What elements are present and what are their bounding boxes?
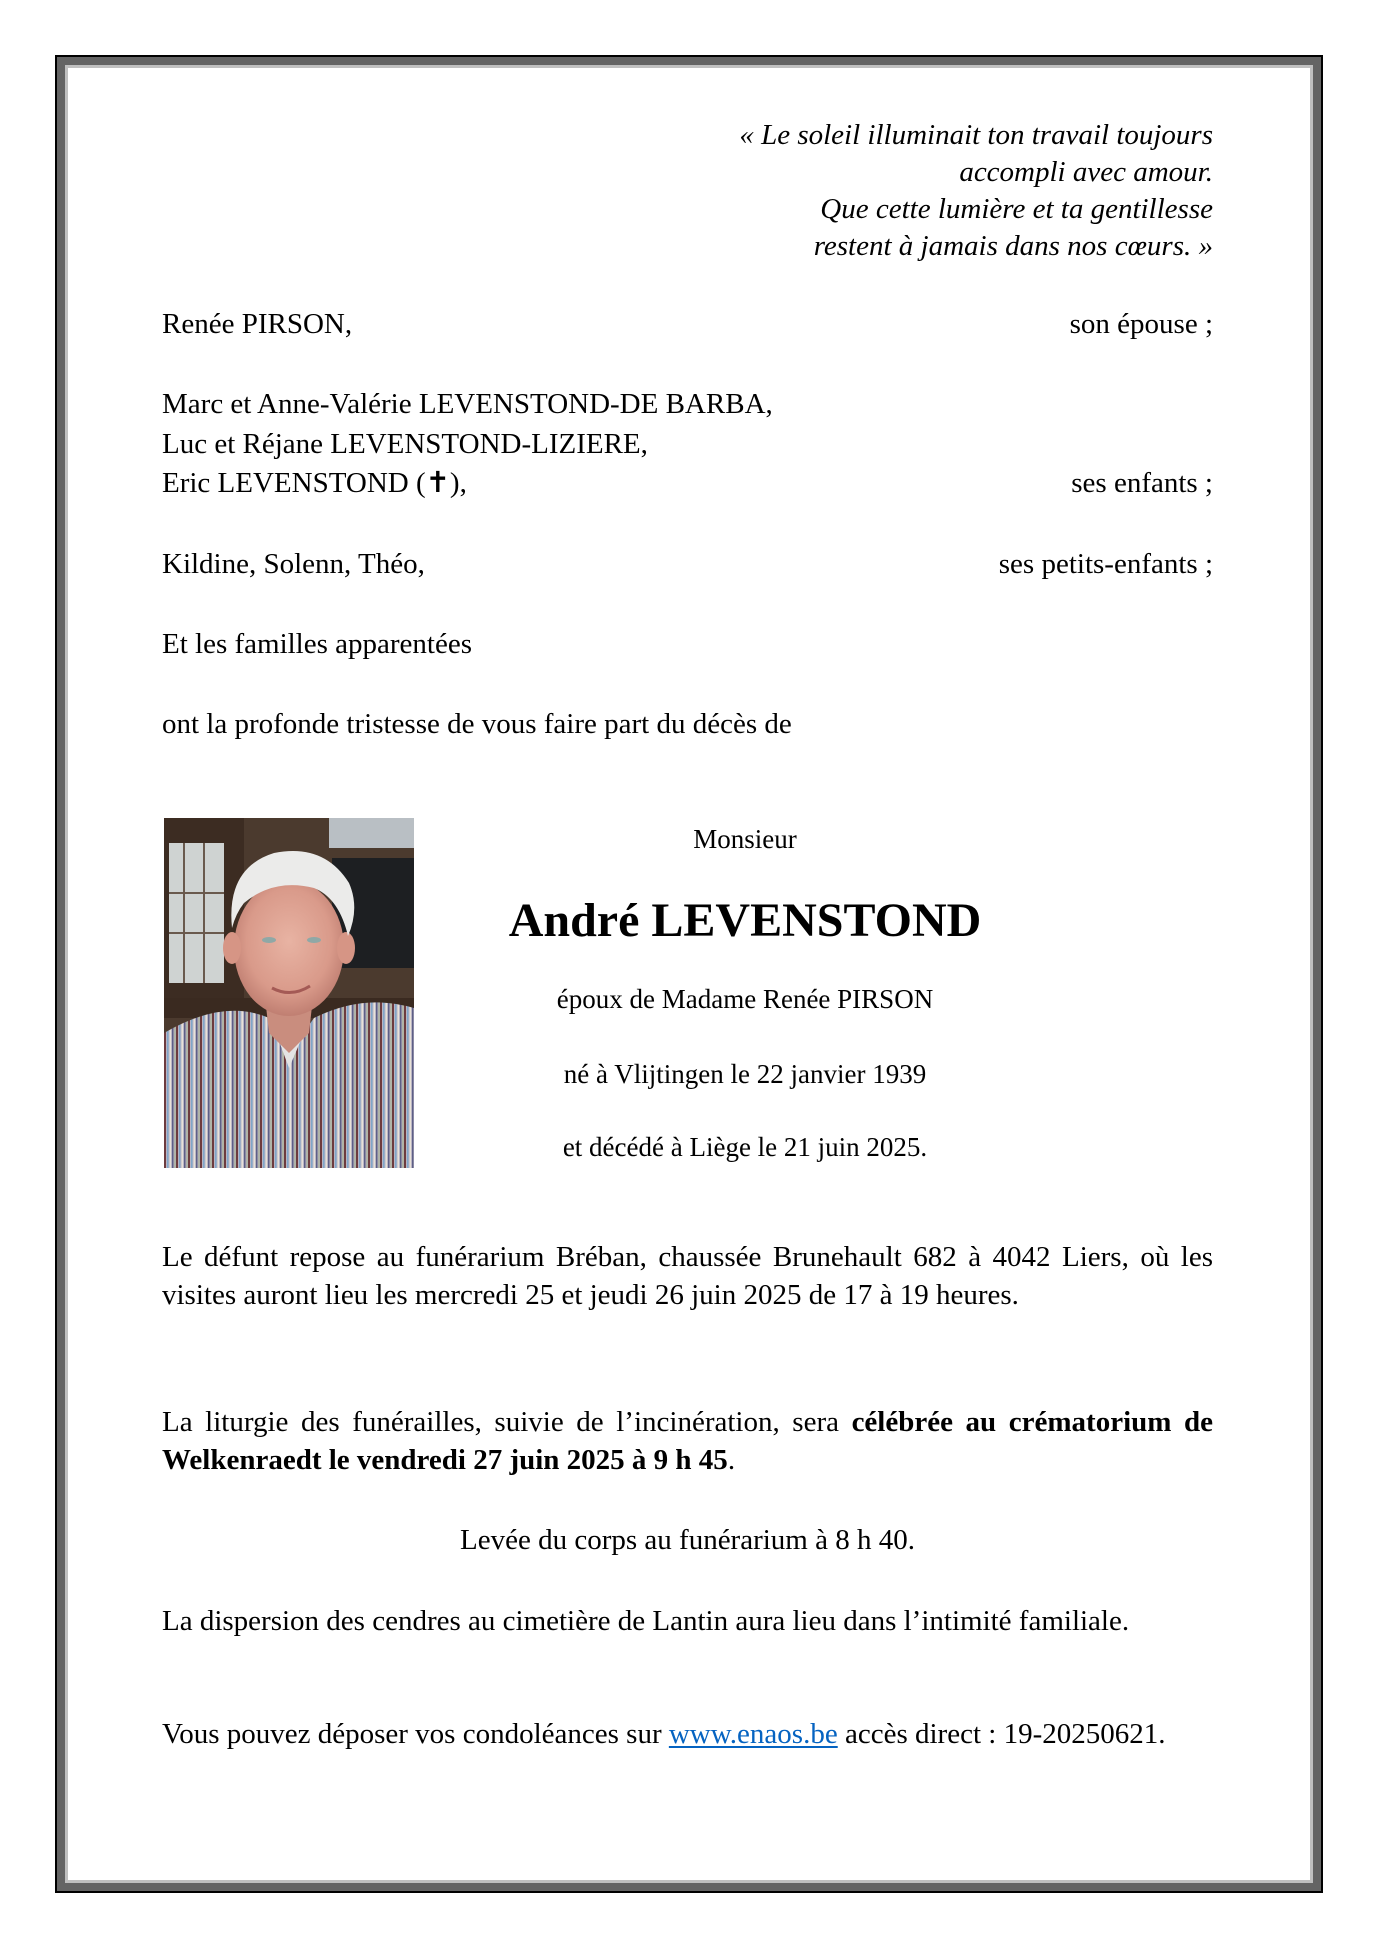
condolences-intro: Vous pouvez déposer vos condoléances sur [162, 1718, 669, 1750]
quote-line: « Le soleil illuminait ton travail toujours [739, 119, 1213, 151]
announcement-text: ont la profonde tristesse de vous faire part du décès de [162, 708, 792, 740]
spouse-relation: son épouse ; [1069, 308, 1213, 340]
condolences-end: accès direct : 19-20250621. [837, 1718, 1166, 1750]
repose-paragraph: Le défunt repose au funérarium Bréban, chaussée Brunehault 682 à 4042 Liers, où les visites auront lieu les mercredi 25 et jeudi 26 juin 2025 de 17 à 19 heures. [162, 1241, 1213, 1311]
family-row-child [162, 430, 1213, 459]
enaos-link[interactable]: www.enaos.be [668, 1718, 838, 1750]
liturgy-paragraph [162, 1404, 1213, 1479]
deceased-birth-line: né à Vlijtingen le 22 janvier 1939 [563, 1059, 927, 1089]
grandchildren-relation: ses petits-enfants ; [998, 548, 1213, 580]
child-names: Marc et Anne-Valérie LEVENSTOND-DE BARBA, [162, 388, 773, 420]
child-names: Luc et Réjane LEVENSTOND-LIZIERE, [162, 428, 648, 460]
spouse-names: Renée PIRSON, [162, 308, 353, 340]
liturgy-intro: La liturgie des funérailles, suivie de l’incinération, sera [162, 1406, 852, 1438]
family-relatives [162, 630, 1213, 659]
children-relation: ses enfants ; [1071, 467, 1213, 499]
quote-line: accompli avec amour. [959, 156, 1213, 188]
deceased-photo [164, 818, 414, 1168]
grandchildren-names: Kildine, Solenn, Théo, [162, 548, 425, 580]
family-row-grandchildren [162, 550, 1213, 579]
deceased-title: Monsieur [693, 824, 797, 854]
liturgy-ceremony-details: célébrée au crématorium de Welkenraedt le vendredi 27 juin 2025 à 9 h 45 [162, 1406, 1213, 1476]
deceased-spouse-line: époux de Madame Renée PIRSON [556, 984, 934, 1014]
quote-line: Que cette lumière et ta gentillesse [820, 193, 1213, 225]
deceased-death-line: et décédé à Liège le 21 juin 2025. [562, 1132, 928, 1162]
relatives-text: Et les familles apparentées [162, 628, 473, 660]
family-row-child [162, 469, 1213, 498]
deceased-name: André LEVENSTOND [508, 894, 982, 947]
levee-line: Levée du corps au funérarium à 8 h 40. [460, 1524, 915, 1556]
condolences-paragraph [162, 1716, 1213, 1754]
portrait-image [164, 818, 414, 1168]
epigraph-quote [739, 117, 1213, 265]
child-names: Eric LEVENSTOND (✝), [162, 467, 467, 499]
family-row-child [162, 390, 1213, 419]
quote-line: restent à jamais dans nos cœurs. » [813, 230, 1213, 262]
dispersion-paragraph: La dispersion des cendres au cimetière de Lantin aura lieu dans l’intimité familiale. [162, 1605, 1130, 1637]
liturgy-end: . [727, 1443, 736, 1476]
announcement [162, 710, 1213, 739]
family-row-spouse [162, 310, 1213, 339]
